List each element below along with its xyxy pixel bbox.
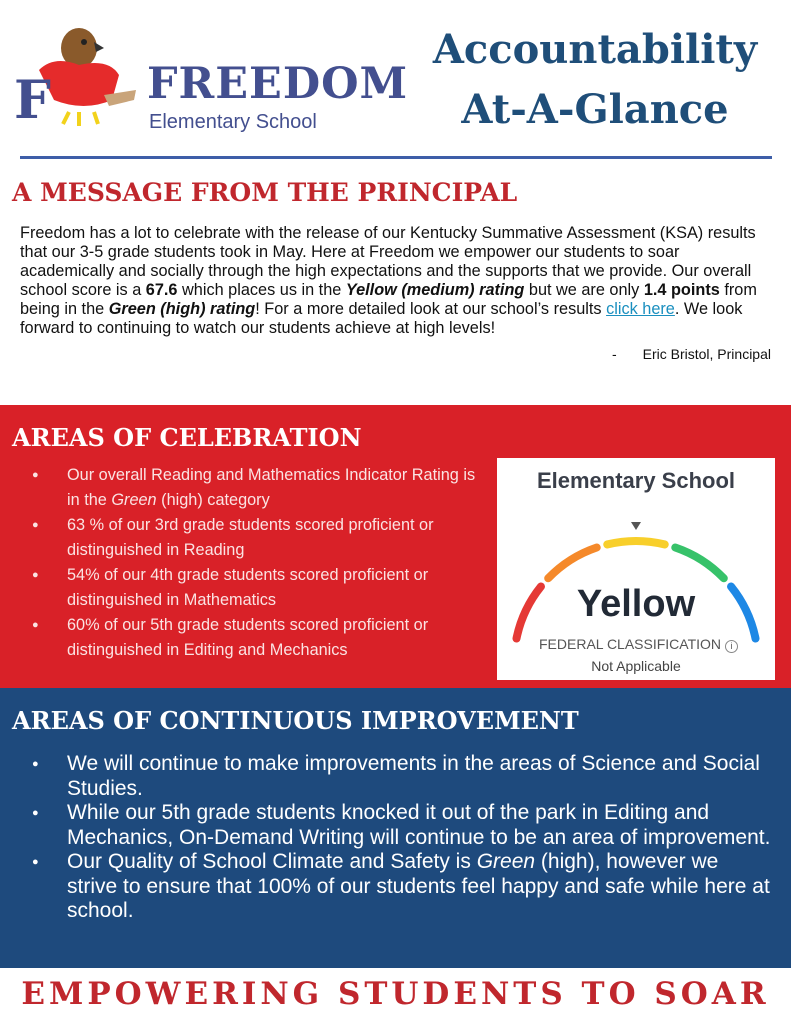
classification-label: FEDERAL CLASSIFICATION xyxy=(539,636,722,652)
list-item xyxy=(32,463,492,513)
text-segment: Green (high) rating xyxy=(108,300,256,318)
celebration-list xyxy=(32,463,492,663)
improvement-section xyxy=(0,688,791,968)
text-segment: 54% of our 4th grade students scored proficient or distinguished in Mathematics xyxy=(67,566,429,609)
text-segment: Green xyxy=(476,850,536,873)
list-item xyxy=(32,563,492,613)
gauge-title: Elementary School xyxy=(536,468,736,493)
text-segment: Freedom has a lot to celebrate with the release of our Kentucky Summative Assessment (KSA) results that our 3-5 grade students took in May. Here at Freedom we empower our students to soar academically and socially through the high expectations and the supports that we provide. Our overall school score is a xyxy=(20,224,756,299)
gauge-classification-label xyxy=(539,636,738,653)
logo-letter: F xyxy=(14,70,51,131)
text-segment: While our 5th grade students knocked it out of the park in Editing and Mechanics, On-Demand Writing will continue to be an area of improvement. xyxy=(67,801,771,849)
text-segment: ! For a more detailed look at our school’s results xyxy=(255,300,607,318)
list-item xyxy=(32,513,492,563)
signature-dash: - xyxy=(611,346,617,362)
improvement-list xyxy=(32,752,772,924)
list-item xyxy=(32,752,772,801)
gauge-classification-value: Not Applicable xyxy=(591,658,681,674)
text-segment: Our overall Reading and Mathematics Indicator Rating is in the xyxy=(67,466,476,509)
improvement-heading: AREAS OF CONTINUOUS IMPROVEMENT xyxy=(12,706,579,735)
signature xyxy=(20,346,775,363)
text-segment: 67.6 xyxy=(145,281,178,299)
signature-name: Eric Bristol, Principal xyxy=(642,346,771,362)
gauge-segment xyxy=(548,547,597,578)
text-segment: 1.4 points xyxy=(643,281,720,299)
text-segment: from being in the xyxy=(20,281,757,318)
text-segment: (high), however we strive to ensure that 100% of our students feel happy and safe while here at school. xyxy=(67,850,770,922)
divider xyxy=(20,156,772,159)
gauge-pointer-icon xyxy=(631,522,641,530)
title-line-2: At-A-Glance xyxy=(461,86,729,133)
list-item xyxy=(32,850,772,924)
text-segment: 63 % of our 3rd grade students scored proficient or distinguished in Reading xyxy=(67,516,434,559)
footer-slogan: EMPOWERING STUDENTS TO SOAR xyxy=(21,976,770,1012)
results-link[interactable]: click here xyxy=(606,300,675,318)
text-segment: which places us in the xyxy=(177,281,346,299)
text-segment: . We look forward to continuing to watch our students achieve at high levels! xyxy=(20,300,743,337)
classification-gauge xyxy=(497,458,775,680)
message-block xyxy=(20,224,775,363)
text-segment: Yellow (medium) rating xyxy=(345,281,525,299)
text-segment: but we are only xyxy=(524,281,644,299)
page-title xyxy=(405,20,785,140)
school-logo xyxy=(12,15,409,133)
principal-message xyxy=(20,224,775,338)
list-item xyxy=(32,801,772,850)
header xyxy=(0,0,791,160)
logo-subtitle: Elementary School xyxy=(149,111,317,133)
celebration-heading: AREAS OF CELEBRATION xyxy=(12,423,362,452)
text-segment: We will continue to make improvements in the areas of Science and Social Studies. xyxy=(67,752,760,800)
logo-name: FREEDOM xyxy=(147,59,409,109)
gauge-value: Yellow xyxy=(576,583,696,625)
message-heading: A MESSAGE FROM THE PRINCIPAL xyxy=(12,178,518,207)
list-item xyxy=(32,613,492,663)
gauge-segment xyxy=(675,547,724,578)
gauge-segment xyxy=(607,541,664,544)
title-line-1: Accountability xyxy=(432,26,758,73)
celebration-section xyxy=(0,405,791,688)
text-segment: (high) category xyxy=(156,491,270,509)
text-segment: Green xyxy=(111,491,157,509)
text-segment: 60% of our 5th grade students scored proficient or distinguished in Editing and Mechanics xyxy=(67,616,429,659)
info-icon[interactable]: i xyxy=(725,640,738,653)
text-segment: Our Quality of School Climate and Safety is xyxy=(67,850,477,873)
